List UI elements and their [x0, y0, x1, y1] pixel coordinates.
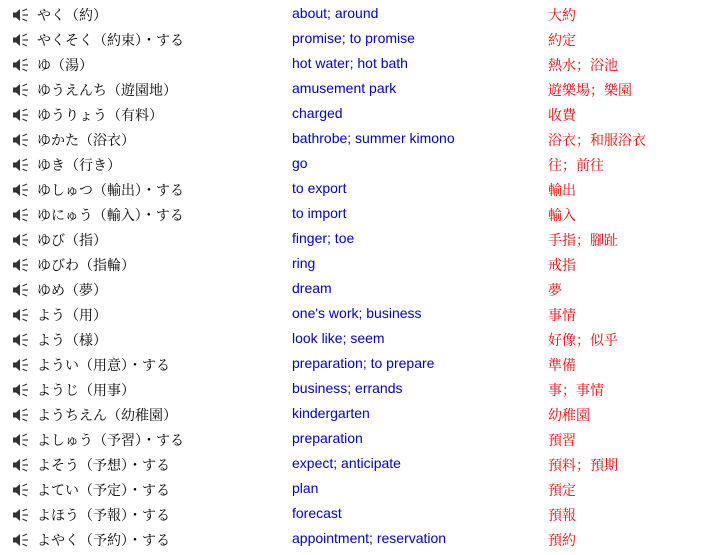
- chinese-meaning: 戒指: [548, 258, 576, 274]
- speaker-icon[interactable]: [12, 83, 29, 97]
- japanese-term: ゆ（湯）: [37, 58, 93, 74]
- vocab-row: [0, 177, 720, 202]
- english-meaning: preparation; to prepare: [292, 355, 435, 371]
- chinese-meaning: 預料；預期: [548, 458, 618, 474]
- vocab-row: [0, 277, 720, 302]
- chinese-meaning: 預報: [548, 508, 576, 524]
- chinese-meaning: 浴衣；和服浴衣: [548, 133, 646, 149]
- vocab-row: [0, 102, 720, 127]
- speaker-icon[interactable]: [12, 408, 29, 422]
- vocab-row: [0, 377, 720, 402]
- japanese-term: ようじ（用事）: [37, 383, 135, 399]
- japanese-term: ようい（用意）・する: [37, 358, 170, 374]
- speaker-icon[interactable]: [12, 508, 29, 522]
- japanese-term: ゆき（行き）: [37, 158, 121, 174]
- chinese-meaning: 預約: [548, 533, 576, 549]
- chinese-meaning: 幼稚園: [548, 408, 590, 424]
- english-meaning: expect; anticipate: [292, 455, 401, 471]
- japanese-term: ゆにゅう（輸入）・する: [37, 208, 184, 224]
- vocab-row: [0, 77, 720, 102]
- vocab-row: [0, 202, 720, 227]
- japanese-term: ゆしゅつ（輸出）・する: [37, 183, 184, 199]
- speaker-icon[interactable]: [12, 158, 29, 172]
- speaker-icon[interactable]: [12, 233, 29, 247]
- japanese-term: ようちえん（幼稚園）: [37, 408, 177, 424]
- speaker-icon[interactable]: [12, 483, 29, 497]
- vocab-row: [0, 2, 720, 27]
- speaker-icon[interactable]: [12, 283, 29, 297]
- chinese-meaning: 輸入: [548, 208, 576, 224]
- speaker-icon[interactable]: [12, 533, 29, 547]
- english-meaning: one's work; business: [292, 305, 422, 321]
- japanese-term: ゆびわ（指輪）: [37, 258, 135, 274]
- english-meaning: promise; to promise: [292, 30, 415, 46]
- vocab-row: [0, 327, 720, 352]
- chinese-meaning: 預習: [548, 433, 576, 449]
- speaker-icon[interactable]: [12, 183, 29, 197]
- chinese-meaning: 好像；似乎: [548, 333, 618, 349]
- japanese-term: よう（用）: [37, 308, 107, 324]
- speaker-icon[interactable]: [12, 308, 29, 322]
- speaker-icon[interactable]: [12, 333, 29, 347]
- english-meaning: amusement park: [292, 80, 397, 96]
- japanese-term: よそう（予想）・する: [37, 458, 170, 474]
- english-meaning: ring: [292, 255, 316, 271]
- chinese-meaning: 預定: [548, 483, 576, 499]
- speaker-icon[interactable]: [12, 358, 29, 372]
- speaker-icon[interactable]: [12, 133, 29, 147]
- japanese-term: よやく（予約）・する: [37, 533, 170, 549]
- chinese-meaning: 大約: [548, 8, 576, 24]
- english-meaning: go: [292, 155, 308, 171]
- vocab-row: [0, 452, 720, 477]
- speaker-icon[interactable]: [12, 8, 29, 22]
- speaker-icon[interactable]: [12, 58, 29, 72]
- vocab-row: [0, 52, 720, 77]
- vocab-row: [0, 477, 720, 502]
- japanese-term: やくそく（約束）・する: [37, 33, 184, 49]
- english-meaning: bathrobe; summer kimono: [292, 130, 455, 146]
- english-meaning: business; errands: [292, 380, 403, 396]
- speaker-icon[interactable]: [12, 33, 29, 47]
- vocab-row: [0, 427, 720, 452]
- speaker-icon[interactable]: [12, 258, 29, 272]
- english-meaning: to export: [292, 180, 347, 196]
- speaker-icon[interactable]: [12, 433, 29, 447]
- english-meaning: hot water; hot bath: [292, 55, 408, 71]
- speaker-icon[interactable]: [12, 108, 29, 122]
- chinese-meaning: 事；事情: [548, 383, 604, 399]
- speaker-icon[interactable]: [12, 383, 29, 397]
- vocab-row: [0, 502, 720, 527]
- vocab-row: [0, 252, 720, 277]
- chinese-meaning: 手指；腳趾: [548, 233, 618, 249]
- chinese-meaning: 熱水；浴池: [548, 58, 618, 74]
- chinese-meaning: 遊樂場；樂園: [548, 83, 632, 99]
- japanese-term: ゆうりょう（有料）: [37, 108, 163, 124]
- vocab-row: [0, 302, 720, 327]
- chinese-meaning: 收費: [548, 108, 576, 124]
- english-meaning: finger; toe: [292, 230, 355, 246]
- chinese-meaning: 約定: [548, 33, 576, 49]
- english-meaning: preparation: [292, 430, 363, 446]
- japanese-term: よしゅう（予習）・する: [37, 433, 184, 449]
- english-meaning: to import: [292, 205, 347, 221]
- vocab-row: [0, 352, 720, 377]
- japanese-term: やく（約）: [37, 8, 107, 24]
- vocab-row: [0, 527, 720, 552]
- english-meaning: forecast: [292, 505, 342, 521]
- english-meaning: charged: [292, 105, 343, 121]
- english-meaning: kindergarten: [292, 405, 370, 421]
- japanese-term: ゆうえんち（遊園地）: [37, 83, 177, 99]
- chinese-meaning: 往；前往: [548, 158, 604, 174]
- english-meaning: about; around: [292, 5, 379, 21]
- speaker-icon[interactable]: [12, 208, 29, 222]
- chinese-meaning: 輸出: [548, 183, 576, 199]
- japanese-term: ゆめ（夢）: [37, 283, 107, 299]
- japanese-term: ゆかた（浴衣）: [37, 133, 135, 149]
- japanese-term: よう（様）: [37, 333, 107, 349]
- english-meaning: plan: [292, 480, 319, 496]
- chinese-meaning: 事情: [548, 308, 576, 324]
- vocab-row: [0, 227, 720, 252]
- vocab-row: [0, 402, 720, 427]
- english-meaning: look like; seem: [292, 330, 385, 346]
- english-meaning: dream: [292, 280, 332, 296]
- japanese-term: ゆび（指）: [37, 233, 107, 249]
- vocab-row: [0, 152, 720, 177]
- chinese-meaning: 夢: [548, 283, 562, 299]
- japanese-term: よてい（予定）・する: [37, 483, 170, 499]
- chinese-meaning: 準備: [548, 358, 576, 374]
- japanese-term: よほう（予報）・する: [37, 508, 170, 524]
- vocab-row: [0, 127, 720, 152]
- vocab-row: [0, 27, 720, 52]
- english-meaning: appointment; reservation: [292, 530, 447, 546]
- speaker-icon[interactable]: [12, 458, 29, 472]
